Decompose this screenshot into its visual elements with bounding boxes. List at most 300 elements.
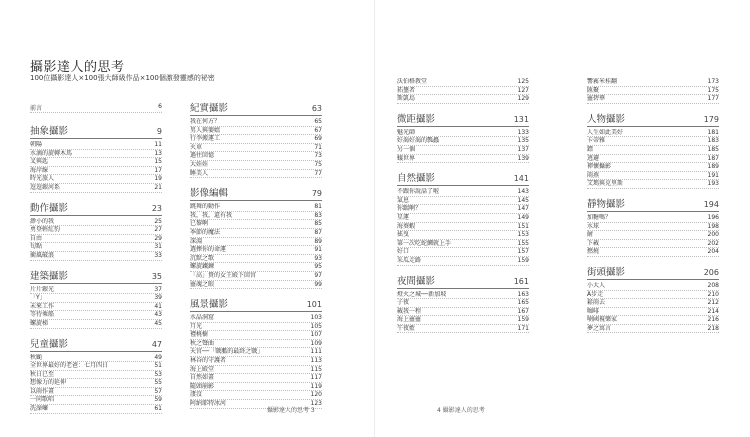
entry-title: 過往回憶 xyxy=(190,152,215,160)
section-heading xyxy=(190,296,322,312)
entry-page-number: 83 xyxy=(314,211,322,219)
right-page xyxy=(375,0,750,437)
toc-entry xyxy=(587,214,719,223)
section-page-number: 79 xyxy=(311,189,322,199)
entry-title: 時光旅人 xyxy=(30,175,55,183)
entry-page-number: 81 xyxy=(314,203,322,211)
entry-title: 秋日已至 xyxy=(30,370,55,378)
entry-page-number: 39 xyxy=(154,294,162,302)
toc-entry xyxy=(190,212,322,221)
entry-page-number: 25 xyxy=(154,217,162,225)
entry-title: 子夜 xyxy=(397,299,410,307)
section-heading xyxy=(30,336,162,352)
toc-entry xyxy=(587,180,719,189)
entry-title: 季節的魔法 xyxy=(190,228,221,236)
toc-entry xyxy=(30,405,162,414)
section-page-number: 194 xyxy=(703,199,719,209)
entry-title: 秋颱 xyxy=(30,353,43,361)
entry-page-number: 123 xyxy=(310,400,322,408)
entry-page-number: 214 xyxy=(707,307,719,315)
entry-page-number: 37 xyxy=(154,285,162,293)
toc-entry xyxy=(190,323,322,332)
entry-title: Ä步走 xyxy=(587,290,604,298)
entry-title: 好渴好渴的瓢蟲 xyxy=(397,137,440,145)
section-page-number: 161 xyxy=(513,276,529,286)
section-heading xyxy=(30,123,162,139)
toc-entry xyxy=(397,155,529,164)
toc-entry xyxy=(587,137,719,146)
section-page-number: 179 xyxy=(703,114,719,124)
toc-entry xyxy=(190,144,322,153)
section-heading xyxy=(587,264,719,280)
toc-entry xyxy=(397,137,529,146)
entry-title: 蟻世界 xyxy=(397,154,416,162)
toc-entry xyxy=(397,291,529,300)
toc-entry xyxy=(587,78,719,87)
toc-column-2 xyxy=(190,100,322,416)
section-title: 兒童攝影 xyxy=(30,338,69,350)
toc-entry xyxy=(397,248,529,257)
entry-page-number: 43 xyxy=(154,311,162,319)
entry-title: 另一個 xyxy=(397,145,416,153)
toc-entry xyxy=(587,325,719,334)
entry-title: 等待乘船 xyxy=(30,311,55,319)
entry-page-number: 91 xyxy=(314,246,322,254)
entry-page-number: 200 xyxy=(707,231,719,239)
entry-page-number: 115 xyxy=(310,365,322,373)
section-title: 街頭攝影 xyxy=(587,266,626,278)
section-title: 人物攝影 xyxy=(587,113,626,125)
toc-entry xyxy=(397,257,529,266)
toc-section xyxy=(30,123,162,193)
toc-section xyxy=(30,200,162,261)
toc-entry xyxy=(190,366,322,375)
entry-title: 片片銀光 xyxy=(30,285,55,293)
entry-title: 「高」貴的女王殿下回宮 xyxy=(190,271,257,279)
toc-entry xyxy=(190,127,322,136)
toc-entry xyxy=(190,135,322,144)
toc-section xyxy=(190,185,322,289)
entry-page-number: 67 xyxy=(314,126,322,134)
section-page-number: 47 xyxy=(151,339,162,349)
toc-entry xyxy=(190,220,322,229)
entry-page-number: 139 xyxy=(517,154,529,162)
entry-page-number: 202 xyxy=(707,239,719,247)
entry-title: 卡蒂雅 xyxy=(587,137,606,145)
entry-title: 海上殿堂 xyxy=(190,365,215,373)
entry-page-number: 165 xyxy=(517,299,529,307)
entry-page-number: 49 xyxy=(154,353,162,361)
toc-entry xyxy=(30,158,162,167)
section-heading xyxy=(397,111,529,127)
section-title: 夜間攝影 xyxy=(397,275,436,287)
left-page-footer: 攝影達人的思考 3 xyxy=(267,407,315,414)
toc-section xyxy=(587,78,719,104)
toc-entry xyxy=(190,348,322,357)
entry-title: 沃伯格教堂 xyxy=(397,78,428,85)
entry-title: 喃國視樂家 xyxy=(587,316,618,324)
entry-page-number: 51 xyxy=(154,362,162,370)
section-heading xyxy=(190,100,322,116)
entry-title: 氣息 xyxy=(397,196,410,204)
entry-page-number: 193 xyxy=(707,180,719,188)
toc-entry xyxy=(397,87,529,96)
toc-entry xyxy=(587,95,719,104)
toc-entry xyxy=(587,316,719,325)
entry-title: 靈碧華 xyxy=(587,95,606,103)
entry-title: 叉與匙 xyxy=(30,158,49,166)
entry-title: 星運 xyxy=(397,213,410,221)
entry-title: 沉默之歌 xyxy=(190,254,215,262)
entry-title: 水晶洞窟 xyxy=(190,314,215,322)
entry-page-number: 53 xyxy=(154,370,162,378)
entry-page-number: 153 xyxy=(517,231,529,239)
entry-page-number: 177 xyxy=(707,95,719,103)
preface-page: 6 xyxy=(158,103,162,110)
entry-page-number: 11 xyxy=(154,141,162,148)
entry-title: 男人與嬰嬉 xyxy=(190,126,221,134)
right-page-footer: 4 攝影達人的思考 xyxy=(437,407,485,414)
entry-title: 你踹啊？ xyxy=(397,205,422,213)
entry-page-number: 85 xyxy=(314,220,322,228)
entry-title: 魅光師 xyxy=(397,128,416,136)
entry-page-number: 69 xyxy=(314,135,322,143)
entry-page-number: 181 xyxy=(707,128,719,136)
toc-entry xyxy=(587,240,719,249)
entry-title: 斯凱島 xyxy=(397,95,416,103)
entry-title: 搖曳 xyxy=(397,231,410,239)
entry-title: 鏢 xyxy=(587,145,594,153)
entry-page-number: 133 xyxy=(517,128,529,136)
book-subtitle: 100位攝影達人×100張大師級作品×100個激發靈感的祕密 xyxy=(30,74,215,82)
entry-title: 響霧米桂翻 xyxy=(587,78,618,85)
section-title: 抽象攝影 xyxy=(30,126,69,137)
entry-page-number: 129 xyxy=(517,95,529,103)
toc-entry xyxy=(397,299,529,308)
entry-title: 行李搬運工 xyxy=(190,135,221,143)
entry-page-number: 29 xyxy=(154,234,162,242)
entry-page-number: 73 xyxy=(314,152,322,160)
toc-section xyxy=(397,170,529,265)
entry-page-number: 93 xyxy=(314,254,322,262)
entry-title: 一同歌唱 xyxy=(30,396,55,404)
entry-title: 未來工作 xyxy=(30,302,55,310)
entry-title: 全世界最好的老爸：七月四日 xyxy=(30,362,109,370)
entry-title: 海葵蝦 xyxy=(397,222,416,230)
entry-title: 第一次吃蛇鯛就上手 xyxy=(397,239,452,247)
entry-page-number: 135 xyxy=(517,137,529,145)
section-heading xyxy=(30,200,162,216)
toc-entry xyxy=(397,205,529,214)
entry-page-number: 71 xyxy=(314,143,322,151)
entry-title: 朝陽 xyxy=(30,141,43,148)
toc-section xyxy=(397,78,529,104)
entry-title: 鬆雨去 xyxy=(587,299,606,307)
toc-entry xyxy=(397,78,529,87)
entry-title: 自然如畫 xyxy=(190,374,215,382)
section-title: 建築攝影 xyxy=(30,270,69,282)
entry-title: 秋之聲曲 xyxy=(190,339,215,347)
entry-title: 水滴的旋轉木馬 xyxy=(30,149,73,157)
entry-title: 衝風破浪 xyxy=(30,251,55,259)
entry-page-number: 204 xyxy=(707,248,719,256)
toc-entry xyxy=(30,175,162,184)
entry-page-number: 107 xyxy=(310,331,322,339)
entry-page-number: 163 xyxy=(517,290,529,298)
toc-entry xyxy=(190,263,322,272)
entry-page-number: 155 xyxy=(517,239,529,247)
entry-page-number: 97 xyxy=(314,271,322,279)
toc-entry xyxy=(190,118,322,127)
entry-page-number: 183 xyxy=(707,137,719,145)
toc-entry xyxy=(190,229,322,238)
toc-entry xyxy=(30,379,162,388)
entry-page-number: 77 xyxy=(314,169,322,177)
toc-entry xyxy=(190,281,322,290)
entry-page-number: 191 xyxy=(707,171,719,179)
entry-title: 想像力的延伸 xyxy=(30,379,67,387)
toc-entry xyxy=(587,155,719,164)
entry-page-number: 21 xyxy=(154,183,162,191)
section-page-number: 206 xyxy=(703,267,719,277)
toc-section xyxy=(397,111,529,163)
toc-entry xyxy=(30,167,162,176)
entry-page-number: 196 xyxy=(707,213,719,221)
section-title: 風景攝影 xyxy=(190,299,229,311)
entry-title: 耐 xyxy=(587,231,594,239)
entry-page-number: 17 xyxy=(154,166,162,174)
section-heading xyxy=(397,170,529,186)
section-heading xyxy=(397,273,529,289)
toc-entry xyxy=(30,286,162,295)
toc-entry xyxy=(30,354,162,363)
entry-page-number: 119 xyxy=(310,382,322,390)
toc-section xyxy=(587,264,719,334)
entry-title: 拓墾者 xyxy=(397,86,416,94)
entry-page-number: 159 xyxy=(517,316,529,324)
toc-section xyxy=(190,296,322,409)
entry-page-number: 59 xyxy=(154,396,162,404)
toc-entry xyxy=(190,272,322,281)
entry-page-number: 171 xyxy=(517,324,529,332)
entry-title: 天宮──「戰艦的最終之戰」 xyxy=(190,348,264,356)
section-heading xyxy=(587,111,719,127)
toc-entry xyxy=(190,238,322,247)
toc-entry xyxy=(587,308,719,317)
toc-section xyxy=(30,336,162,414)
entry-title: 靈魂之眼 xyxy=(190,280,215,288)
entry-page-number: 65 xyxy=(314,118,322,125)
toc-entry xyxy=(30,388,162,397)
section-page-number: 141 xyxy=(513,174,529,184)
entry-page-number: 173 xyxy=(707,78,719,85)
toc-entry xyxy=(190,152,322,161)
entry-title: 大娃娃 xyxy=(190,160,209,168)
entry-title: 海岸線 xyxy=(30,166,49,174)
entry-title: 螺旋梯 xyxy=(30,319,49,327)
entry-title: 好口 xyxy=(397,248,410,256)
entry-title: 燈火之城──新加坡 xyxy=(397,290,447,298)
toc-section xyxy=(587,111,719,189)
entry-page-number: 137 xyxy=(517,145,529,153)
toc-entry xyxy=(397,231,529,240)
entry-title: 匯聚 xyxy=(587,86,600,94)
entry-title: 禪懷攝影 xyxy=(587,163,612,171)
toc-section xyxy=(587,196,719,257)
entry-title: 選擇你的命運 xyxy=(190,246,227,254)
entry-title: 已黎啊 xyxy=(190,220,209,228)
entry-title: 加糖嗎？ xyxy=(587,213,612,221)
entry-page-number: 145 xyxy=(517,196,529,204)
toc-entry xyxy=(30,396,162,405)
toc-entry xyxy=(397,129,529,138)
toc-entry xyxy=(30,320,162,329)
toc-entry xyxy=(587,129,719,138)
entry-page-number: 15 xyxy=(154,158,162,166)
preface-label: 前言 xyxy=(30,105,43,112)
entry-page-number: 120 xyxy=(310,391,322,399)
toc-entry xyxy=(30,184,162,193)
toc-entry xyxy=(587,231,719,240)
toc-entry xyxy=(30,218,162,227)
entry-page-number: 41 xyxy=(154,302,162,310)
entry-page-number: 151 xyxy=(517,222,529,230)
toc-entry xyxy=(30,243,162,252)
toc-column-3 xyxy=(397,78,529,340)
entry-page-number: 31 xyxy=(154,243,162,251)
entry-title: 載我一程 xyxy=(397,307,422,315)
entry-page-number: 149 xyxy=(517,213,529,221)
entry-title: 勇登輕紅豹 xyxy=(30,226,61,234)
toc-entry xyxy=(587,146,719,155)
entry-page-number: 99 xyxy=(314,280,322,288)
entry-title: 逗逗銀河系 xyxy=(30,183,61,191)
entry-page-number: 113 xyxy=(310,357,322,365)
entry-title: 睡美人 xyxy=(190,169,209,177)
entry-title: 不跟你說話了啦 xyxy=(397,188,440,196)
entry-page-number: 175 xyxy=(707,86,719,94)
entry-title: 我，我，還有我 xyxy=(190,211,233,219)
toc-entry xyxy=(397,214,529,223)
entry-title: 咖啡 xyxy=(587,307,600,315)
entry-page-number: 210 xyxy=(707,290,719,298)
entry-page-number: 167 xyxy=(517,307,529,315)
section-page-number: 131 xyxy=(513,114,529,124)
entry-page-number: 75 xyxy=(314,160,322,168)
entry-title: 渺小的我 xyxy=(30,217,55,225)
entry-page-number: 189 xyxy=(707,163,719,171)
toc-entry xyxy=(587,172,719,181)
toc-entry xyxy=(190,314,322,323)
entry-title: 下載 xyxy=(587,239,600,247)
entry-title: 午夜藍 xyxy=(397,324,416,332)
entry-page-number: 109 xyxy=(310,339,322,347)
entry-page-number: 212 xyxy=(707,299,719,307)
entry-page-number: 159 xyxy=(517,256,529,264)
entry-page-number: 45 xyxy=(154,319,162,327)
entry-title: 逃避 xyxy=(587,154,600,162)
toc-column-4 xyxy=(587,78,719,340)
toc-entry xyxy=(587,223,719,232)
entry-page-number: 105 xyxy=(310,322,322,330)
entry-page-number: 89 xyxy=(314,237,322,245)
entry-title: 旬點 xyxy=(30,243,43,251)
entry-title: 隨頭崩影 xyxy=(190,382,215,390)
entry-page-number: 198 xyxy=(707,222,719,230)
toc-entry xyxy=(190,161,322,170)
entry-title: 小大人 xyxy=(587,281,606,289)
toc-section xyxy=(397,273,529,334)
entry-title: 月光 xyxy=(190,322,203,330)
toc-entry xyxy=(190,391,322,400)
toc-entry xyxy=(587,282,719,291)
entry-title: 林谷的守護者 xyxy=(190,357,227,365)
entry-page-number: 103 xyxy=(310,314,322,322)
section-title: 自然攝影 xyxy=(397,173,436,185)
entry-page-number: 125 xyxy=(517,78,529,85)
entry-title: 以雨作畫 xyxy=(30,387,55,395)
toc-entry xyxy=(397,146,529,155)
section-title: 動作攝影 xyxy=(30,202,69,214)
toc-entry xyxy=(397,223,529,232)
entry-page-number: 143 xyxy=(517,188,529,196)
toc-entry xyxy=(587,248,719,257)
entry-page-number: 87 xyxy=(314,228,322,236)
entry-title: 海上靈靈 xyxy=(397,316,422,324)
entry-page-number: 95 xyxy=(314,263,322,271)
entry-title: 燃燒 xyxy=(587,248,600,256)
toc-entry xyxy=(397,325,529,334)
entry-page-number: 216 xyxy=(707,316,719,324)
toc-entry xyxy=(587,299,719,308)
entry-title: 自由 xyxy=(30,234,43,242)
book-title: 攝影達人的思考 xyxy=(30,60,125,75)
toc-entry xyxy=(587,87,719,96)
entry-title: 洗澡囉 xyxy=(30,405,49,413)
entry-title: 雨燕 xyxy=(587,171,600,179)
preface-entry xyxy=(30,103,162,113)
toc-entry xyxy=(30,141,162,150)
entry-page-number: 218 xyxy=(707,324,719,332)
toc-entry xyxy=(587,163,719,172)
entry-title: 艾瑪與克里斯 xyxy=(587,180,624,188)
entry-title: 禮桃樹 xyxy=(190,331,209,339)
toc-entry xyxy=(190,170,322,179)
section-heading xyxy=(587,196,719,212)
entry-title: 「Y」 xyxy=(30,294,46,302)
toc-entry xyxy=(30,362,162,371)
toc-entry xyxy=(30,294,162,303)
section-heading xyxy=(30,268,162,284)
toc-section xyxy=(30,268,162,329)
entry-page-number: 27 xyxy=(154,226,162,234)
toc-entry xyxy=(30,235,162,244)
section-page-number: 9 xyxy=(156,127,162,136)
entry-title: 跳舞的動作 xyxy=(190,203,221,211)
entry-page-number: 13 xyxy=(154,149,162,157)
entry-title: 火車 xyxy=(190,143,203,151)
section-page-number: 101 xyxy=(306,300,322,310)
entry-page-number: 187 xyxy=(707,154,719,162)
entry-page-number: 117 xyxy=(310,374,322,382)
section-title: 紀實攝影 xyxy=(190,103,229,114)
entry-page-number: 19 xyxy=(154,175,162,183)
toc-entry xyxy=(30,303,162,312)
toc-entry xyxy=(397,240,529,249)
entry-page-number: 57 xyxy=(154,387,162,395)
section-page-number: 23 xyxy=(151,203,162,213)
toc-entry xyxy=(190,357,322,366)
